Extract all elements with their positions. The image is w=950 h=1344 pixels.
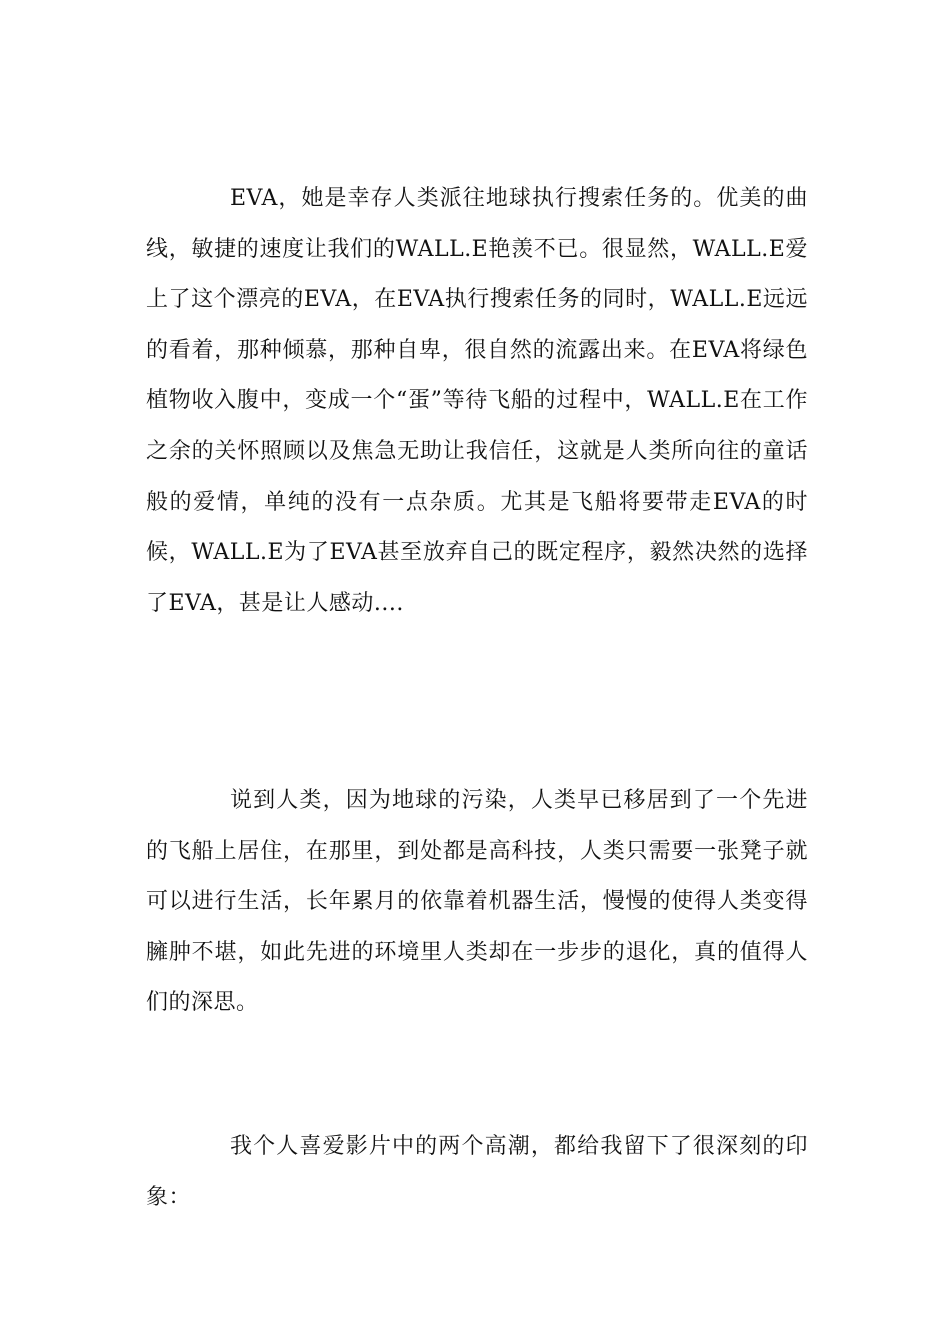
paragraph-eva: EVA，她是幸存人类派往地球执行搜索任务的。优美的曲线，敏捷的速度让我们的WALL.E艳羡不已。很显然，WALL.E爱上了这个漂亮的EVA，在EVA执行搜索任务的同时，WALL.E远远的看着，那种倾慕，那种自卑，很自然的流露出来。在EVA将绿色植物收入腹中，变成一个“蛋”等待飞船的过程中，WALL.E在工作之余的关怀照顾以及焦急无助让我信任，这就是人类所向往的童话般的爱情，单纯的没有一点杂质。尤其是飞船将要带走EVA的时候，WALL.E为了EVA甚至放弃自己的既定程序，毅然决然的选择了EVA，甚是让人感动.... xyxy=(146,186,808,616)
paragraph-humans: 说到人类，因为地球的污染，人类早已移居到了一个先进的飞船上居住，在那里，到处都是高科技，人类只需要一张凳子就可以进行生活，长年累月的依靠着机器生活，慢慢的使得人类变得臃肿不堪，如此先进的环境里人类却在一步步的退化，真的值得人们的深思。 xyxy=(146,788,808,1016)
paragraph-climaxes: 我个人喜爱影片中的两个高潮，都给我留下了很深刻的印象： xyxy=(146,1134,808,1210)
